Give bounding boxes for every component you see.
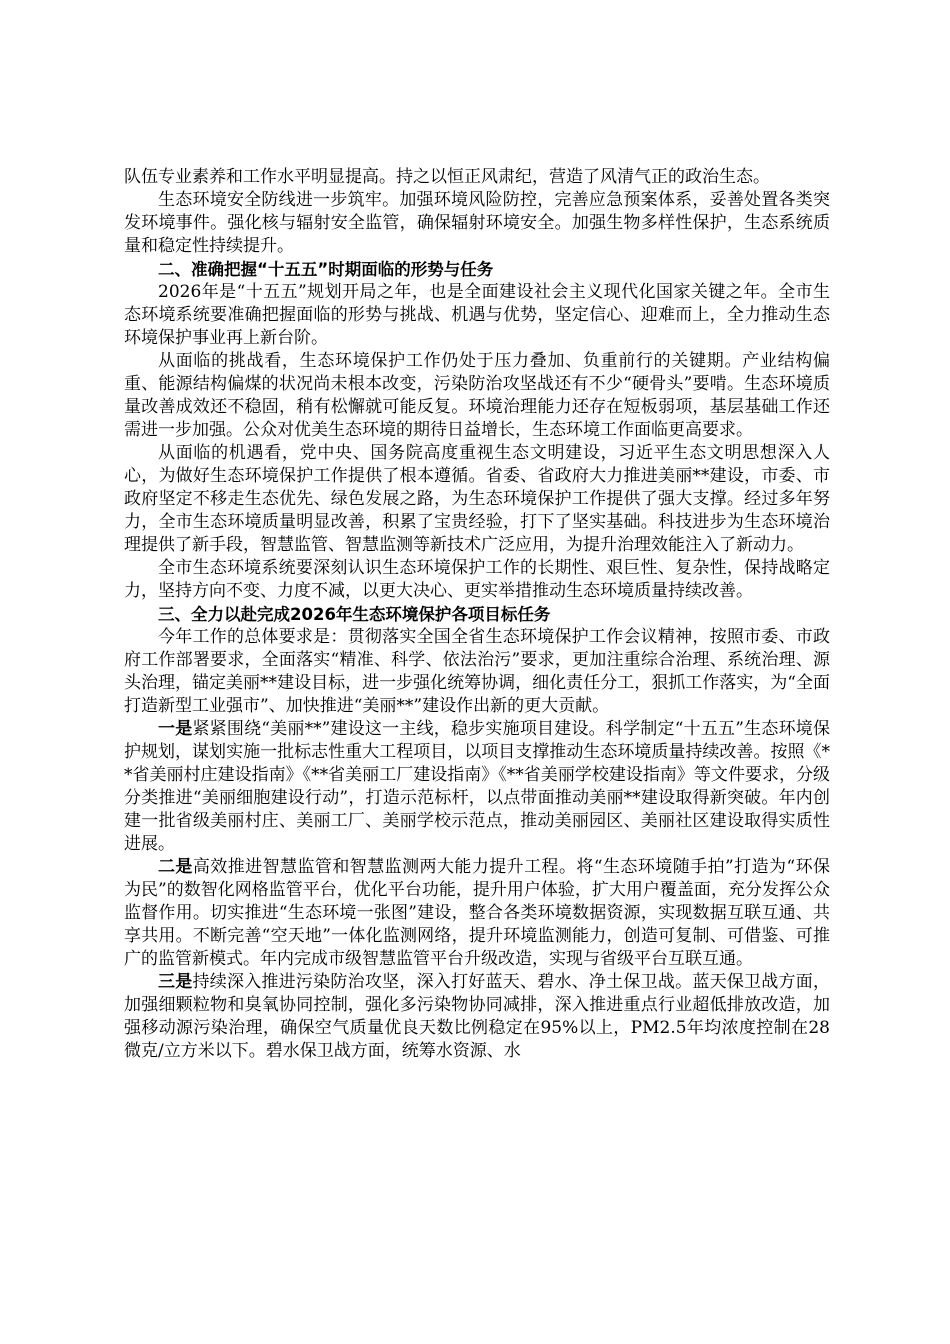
paragraph-team-quality: 队伍专业素养和工作水平明显提高。持之以恒正风肃纪，营造了风清气正的政治生态。: [124, 167, 770, 187]
paragraph-opportunities: 从面临的机遇看，党中央、国务院高度重视生态文明建设，习近平生态文明思想深入人心，为做好生态环境保护工作提供了根本遵循。省委、省政府大力推进美丽**建设，市委、市政府坚定不移走生态优先、绿色发展之路，为生态环境保护工作提供了强大支撑。经过多年努力，全市生态环境质量明显改善，积累了宝贵经验，打下了坚实基础。科技进步为生态环境治理提供了新手段，智慧监管、智慧监测等新技术广泛应用，为提升治理效能注入了新动力。: [124, 443, 830, 555]
paragraph-overall-requirements: 今年工作的总体要求是：贯彻落实全国全省生态环境保护工作会议精神，按照市委、市政府工作部署要求，全面落实“精准、科学、依法治污”要求，更加注重综合治理、系统治理、源头治理，锚定美丽**建设目标，进一步强化统筹协调，细化责任分工，狠抓工作落实，为“全面打造新型工业强市”、加快推进“美丽**”建设作出新的更大贡献。: [124, 627, 830, 716]
document-page: [124, 166, 830, 1063]
item-1-text: 紧紧围绕“美丽**”建设这一主线，稳步实施项目建设。科学制定“十五五”生态环境保护规划，谋划实施一批标志性重大工程项目，以项目支撑推动生态环境质量持续改善。按照《**省美丽村庄建设指南》《**省美丽工厂建设指南》《**省美丽学校建设指南》等文件要求，分级分类推进“美丽细胞建设行动”，打造示范标杆，以点带面推动美丽**建设取得新突破。年内创建一批省级美丽村庄、美丽工厂、美丽学校示范点，推动美丽园区、美丽社区建设取得实质性进展。: [124, 719, 831, 854]
section-heading-2: 二、准确把握“十五五”时期面临的形势与任务: [158, 260, 494, 279]
paragraph-item-2: [124, 856, 830, 971]
item-3-lead: 三是: [158, 972, 193, 992]
item-2-lead: 二是: [158, 857, 193, 877]
paragraph-item-3: [124, 971, 830, 1063]
paragraph-2026-overview: 2026年是“十五五”规划开局之年，也是全面建设社会主义现代化国家关键之年。全市生态环境系统要准确把握面临的形势与挑战、机遇与优势，坚定信心、迎难而上，全力推动生态环境保护事业再上新台阶。: [124, 282, 830, 348]
item-3-text: 持续深入推进污染防治攻坚，深入打好蓝天、碧水、净土保卫战。蓝天保卫战方面，加强细颗粒物和臭氧协同控制，强化多污染物协同减排，深入推进重点行业超低排放改造，加强移动源污染治理，确保空气质量优良天数比例稳定在95%以上，PM2.5年均浓度控制在28微克/立方米以下。碧水保卫战方面，统筹水资源、水: [124, 972, 831, 1061]
section-heading-3: 三、全力以赴完成2026年生态环境保护各项目标任务: [158, 605, 551, 624]
paragraph-item-1: [124, 718, 830, 856]
paragraph-recognize: 全市生态环境系统要深刻认识生态环境保护工作的长期性、艰巨性、复杂性，保持战略定力，坚持方向不变、力度不减，以更大决心、更实举措推动生态环境质量持续改善。: [124, 558, 830, 601]
paragraph-ecological-safety: 生态环境安全防线进一步筑牢。加强环境风险防控，完善应急预案体系，妥善处置各类突发环境事件。强化核与辐射安全监管，确保辐射环境安全。加强生物多样性保护，生态系统质量和稳定性持续提升。: [124, 190, 830, 256]
item-2-text: 高效推进智慧监管和智慧监测两大能力提升工程。将“生态环境随手拍”打造为“环保为民”的数智化网格监管平台，优化平台功能，提升用户体验，扩大用户覆盖面，充分发挥公众监督作用。切实推进“生态环境一张图”建设，整合各类环境数据资源，实现数据互联互通、共享共用。不断完善“空天地”一体化监测网络，提升环境监测能力，创造可复制、可借鉴、可推广的监管新模式。年内完成市级智慧监管平台升级改造，实现与省级平台互联互通。: [124, 857, 831, 969]
paragraph-challenges: 从面临的挑战看，生态环境保护工作仍处于压力叠加、负重前行的关键期。产业结构偏重、能源结构偏煤的状况尚未根本改变，污染防治攻坚战还有不少“硬骨头”要啃。生态环境质量改善成效还不稳固，稍有松懈就可能反复。环境治理能力还存在短板弱项，基层基础工作还需进一步加强。公众对优美生态环境的期待日益增长，生态环境工作面临更高要求。: [124, 351, 830, 440]
item-1-lead: 一是: [158, 719, 193, 739]
